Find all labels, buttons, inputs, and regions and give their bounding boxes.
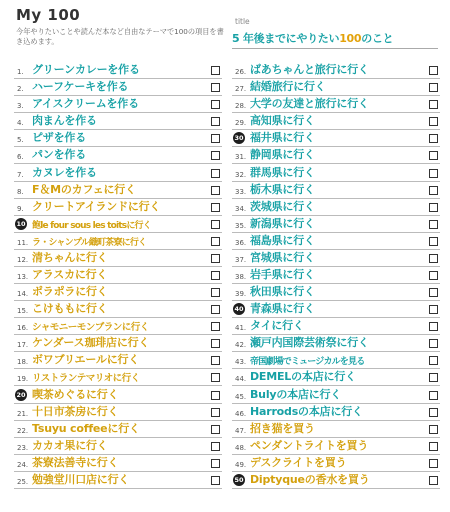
item-number: 21. [17,409,29,418]
item-checkbox[interactable] [211,322,220,331]
app-description: 今年やりたいことや読んだ本など自由なテーマで100の項目を書き込めます。 [16,27,224,46]
item-text[interactable]: ボワブリエールに行く [32,353,140,367]
item-text[interactable]: 秋田県に行く [250,285,315,299]
item-number: 12. [17,255,29,264]
list-item[interactable] [232,472,440,489]
list-item[interactable] [232,404,440,421]
item-checkbox[interactable] [211,220,220,229]
list-item[interactable] [232,199,440,216]
item-number: 7. [17,170,24,179]
item-number-badge: 50 [234,475,244,484]
list-item[interactable] [14,250,222,267]
item-text[interactable]: ペンダントライトを買う [250,438,369,452]
list-item[interactable] [14,335,222,352]
item-number: 6. [17,153,24,162]
item-checkbox[interactable] [429,186,438,195]
list-item[interactable] [14,386,222,403]
item-text[interactable]: カヌレを作る [32,165,97,179]
item-checkbox[interactable] [211,339,220,348]
item-number: 27. [235,85,247,94]
item-text[interactable]: 福井県に行く [250,131,315,145]
list-item[interactable] [232,250,440,267]
list-item[interactable] [232,79,440,96]
item-checkbox[interactable] [429,203,438,212]
list-item[interactable] [232,301,440,318]
item-number: 14. [17,290,29,299]
item-text[interactable]: 清ちゃんに行く [32,250,108,264]
item-text[interactable]: 新潟県に行く [250,216,315,230]
list-item[interactable] [14,164,222,181]
list-item[interactable] [14,352,222,369]
item-number: 1. [17,68,24,77]
item-text[interactable]: ハーフケーキを作る [32,80,129,94]
item-text[interactable]: 岩手県に行く [250,268,315,282]
item-number: 24. [17,460,29,469]
item-checkbox[interactable] [429,271,438,280]
item-checkbox[interactable] [211,66,220,75]
list-item[interactable] [14,147,222,164]
list-item[interactable] [14,369,222,386]
list-item[interactable] [232,335,440,352]
app-title: My 100 [16,6,81,24]
list-item[interactable] [232,113,440,130]
list-column-right [232,62,440,489]
item-checkbox[interactable] [429,66,438,75]
list-item[interactable] [14,472,222,489]
item-text[interactable]: リストランテマリオに行く [32,373,140,385]
item-checkbox[interactable] [429,459,438,468]
item-checkbox[interactable] [211,305,220,314]
list-item[interactable] [14,301,222,318]
item-number: 37. [235,255,247,264]
item-text[interactable]: パンを作る [32,148,86,162]
item-number: 23. [17,443,29,452]
item-checkbox[interactable] [429,83,438,92]
item-number: 48. [235,443,247,452]
list-item[interactable] [14,455,222,472]
list-item[interactable] [14,199,222,216]
item-text[interactable]: クリートアイランドに行く [32,199,161,213]
item-checkbox[interactable] [429,305,438,314]
list-item[interactable] [14,404,222,421]
item-checkbox[interactable] [429,425,438,434]
list-item[interactable] [232,455,440,472]
item-checkbox[interactable] [211,83,220,92]
list-item[interactable] [14,130,222,147]
item-text[interactable]: こけももに行く [32,302,108,316]
item-checkbox[interactable] [211,356,220,365]
item-text[interactable]: 茨城県に行く [250,199,315,213]
list-item[interactable] [14,284,222,301]
item-text[interactable]: 瀬戸内国際芸術祭に行く [250,336,369,350]
item-number-badge: 40 [234,305,244,314]
item-text[interactable]: 福島県に行く [250,233,315,247]
item-checkbox[interactable] [211,271,220,280]
item-checkbox[interactable] [211,442,220,451]
list-item[interactable] [14,421,222,438]
item-number: 45. [235,392,247,401]
item-number: 38. [235,273,247,282]
list-item[interactable] [232,216,440,233]
item-text[interactable]: 結婚旅行に行く [250,80,326,94]
item-number: 42. [235,341,247,350]
item-number: 17. [17,341,29,350]
list-item[interactable] [232,164,440,181]
list-item[interactable] [232,96,440,113]
list-item[interactable] [232,267,440,284]
item-checkbox[interactable] [211,134,220,143]
item-number: 8. [17,187,24,196]
item-checkbox[interactable] [211,186,220,195]
item-checkbox[interactable] [211,254,220,263]
list-item[interactable] [14,62,222,79]
item-number: 47. [235,426,247,435]
item-text[interactable]: ポラポラに行く [32,285,108,299]
item-number: 26. [235,68,247,77]
item-checkbox[interactable] [429,134,438,143]
list-title[interactable] [232,30,393,46]
list-item[interactable] [14,318,222,335]
item-text[interactable]: 宮城県に行く [250,250,315,264]
item-text[interactable]: 勉強堂川口店に行く [32,472,130,486]
item-text[interactable]: 青森県に行く [250,302,315,316]
item-text[interactable]: 大学の友達と旅行に行く [250,97,369,111]
item-checkbox[interactable] [429,169,438,178]
item-checkbox[interactable] [211,169,220,178]
item-number: 29. [235,119,247,128]
list-title-pre: 5 年後までにやりたい [232,32,340,45]
item-number: 49. [235,460,247,469]
item-checkbox[interactable] [429,373,438,382]
list-title-post: のこと [361,32,394,45]
item-number: 25. [17,477,29,486]
list-item[interactable] [14,267,222,284]
item-text[interactable]: F＆Mのカフェに行く [32,182,136,196]
list-item[interactable] [14,79,222,96]
item-text[interactable]: 喫茶めぐるに行く [32,387,119,401]
list-item[interactable] [14,216,222,233]
item-checkbox[interactable] [429,442,438,451]
list-item[interactable] [232,421,440,438]
item-text[interactable]: 茶寮法善寺に行く [32,455,119,469]
list-item[interactable] [232,182,440,199]
item-number: 3. [17,102,24,111]
item-number: 4. [17,119,24,128]
item-checkbox[interactable] [211,288,220,297]
item-checkbox[interactable] [429,356,438,365]
item-number: 11. [17,238,29,247]
item-checkbox[interactable] [211,408,220,417]
item-number: 34. [235,204,247,213]
item-number: 44. [235,375,247,384]
item-text[interactable]: 静岡県に行く [250,148,315,162]
item-text[interactable]: ラ・シャンプル織町茶寮に行く [32,237,147,248]
list-column-left [14,62,222,489]
item-text[interactable]: Diptyqueの香水を買う [250,472,370,486]
list-item[interactable] [232,438,440,455]
item-number: 2. [17,85,24,94]
item-text[interactable]: 飽le four sous les toitsに行く [32,220,151,231]
list-title-num: 100 [339,32,362,45]
item-text[interactable]: Harrodsの本店に行く [250,404,363,418]
list-item[interactable] [232,233,440,250]
item-number: 32. [235,170,247,179]
item-checkbox[interactable] [429,288,438,297]
item-checkbox[interactable] [211,459,220,468]
list-item[interactable] [232,352,440,369]
list-item[interactable] [232,318,440,335]
item-number: 35. [235,221,247,230]
item-checkbox[interactable] [429,322,438,331]
item-text[interactable]: 群馬県に行く [250,165,315,179]
item-text[interactable]: ピザを作る [32,131,86,145]
item-text[interactable]: 帝国劇場でミュージカルを見る [250,357,365,368]
item-checkbox[interactable] [211,425,220,434]
item-number-badge: 30 [234,134,244,143]
list-item[interactable] [232,62,440,79]
item-checkbox[interactable] [211,100,220,109]
item-number: 46. [235,409,247,418]
item-number: 18. [17,358,29,367]
item-number: 31. [235,153,247,162]
item-checkbox[interactable] [429,339,438,348]
item-number: 16. [17,324,29,333]
item-checkbox[interactable] [211,203,220,212]
item-number: 22. [17,426,29,435]
item-text[interactable]: 高知県に行く [250,114,315,128]
item-number: 9. [17,204,24,213]
item-text[interactable]: シャモニーモンブランに行く [32,322,149,334]
item-number: 33. [235,187,247,196]
item-number: 13. [17,273,29,282]
item-checkbox[interactable] [429,237,438,246]
item-text[interactable]: Tsuyu coffeeに行く [32,421,140,435]
list-item[interactable] [14,438,222,455]
item-text[interactable]: タイに行く [250,319,304,333]
list-item[interactable] [14,113,222,130]
title-label: title [235,17,250,26]
item-checkbox[interactable] [211,373,220,382]
list-item[interactable] [14,96,222,113]
item-number: 28. [235,102,247,111]
item-checkbox[interactable] [429,220,438,229]
item-checkbox[interactable] [429,254,438,263]
item-checkbox[interactable] [211,391,220,400]
item-checkbox[interactable] [429,100,438,109]
item-text[interactable]: 十日市茶房に行く [32,404,119,418]
list-item[interactable] [232,386,440,403]
item-checkbox[interactable] [429,151,438,160]
item-checkbox[interactable] [211,237,220,246]
item-text[interactable]: 招き猫を買う [250,421,315,435]
page-header [0,0,450,62]
list-item[interactable] [232,369,440,386]
item-text[interactable]: ケンダース珈琲店に行く [32,336,150,350]
item-checkbox[interactable] [211,476,220,485]
item-text[interactable]: アラスカに行く [32,268,108,282]
item-checkbox[interactable] [211,151,220,160]
item-text[interactable]: デスクライトを買う [250,455,347,469]
item-number: 36. [235,238,247,247]
list-item[interactable] [232,147,440,164]
item-number: 39. [235,290,247,299]
list-item[interactable] [232,130,440,147]
item-checkbox[interactable] [429,117,438,126]
item-checkbox[interactable] [429,391,438,400]
list-item[interactable] [14,182,222,199]
list-item[interactable] [14,233,222,250]
item-checkbox[interactable] [211,117,220,126]
item-number-badge: 20 [16,390,26,399]
item-number: 43. [235,358,247,367]
item-number: 41. [235,324,247,333]
item-number: 5. [17,136,24,145]
item-checkbox[interactable] [429,408,438,417]
item-text[interactable]: グリーンカレーを作る [32,63,140,77]
item-text[interactable]: ばあちゃんと旅行に行く [250,63,369,77]
item-number: 19. [17,375,29,384]
item-text[interactable]: 肉まんを作る [32,114,97,128]
item-text[interactable]: カカオ果に行く [32,438,108,452]
title-underline [232,48,438,49]
item-text[interactable]: Bulyの本店に行く [250,387,342,401]
item-text[interactable]: 栃木県に行く [250,182,315,196]
item-number: 15. [17,307,29,316]
list-item[interactable] [232,284,440,301]
item-checkbox[interactable] [429,476,438,485]
item-text[interactable]: アイスクリームを作る [32,97,139,111]
item-text[interactable]: DEMELの本店に行く [250,370,356,384]
item-number-badge: 10 [16,219,26,228]
